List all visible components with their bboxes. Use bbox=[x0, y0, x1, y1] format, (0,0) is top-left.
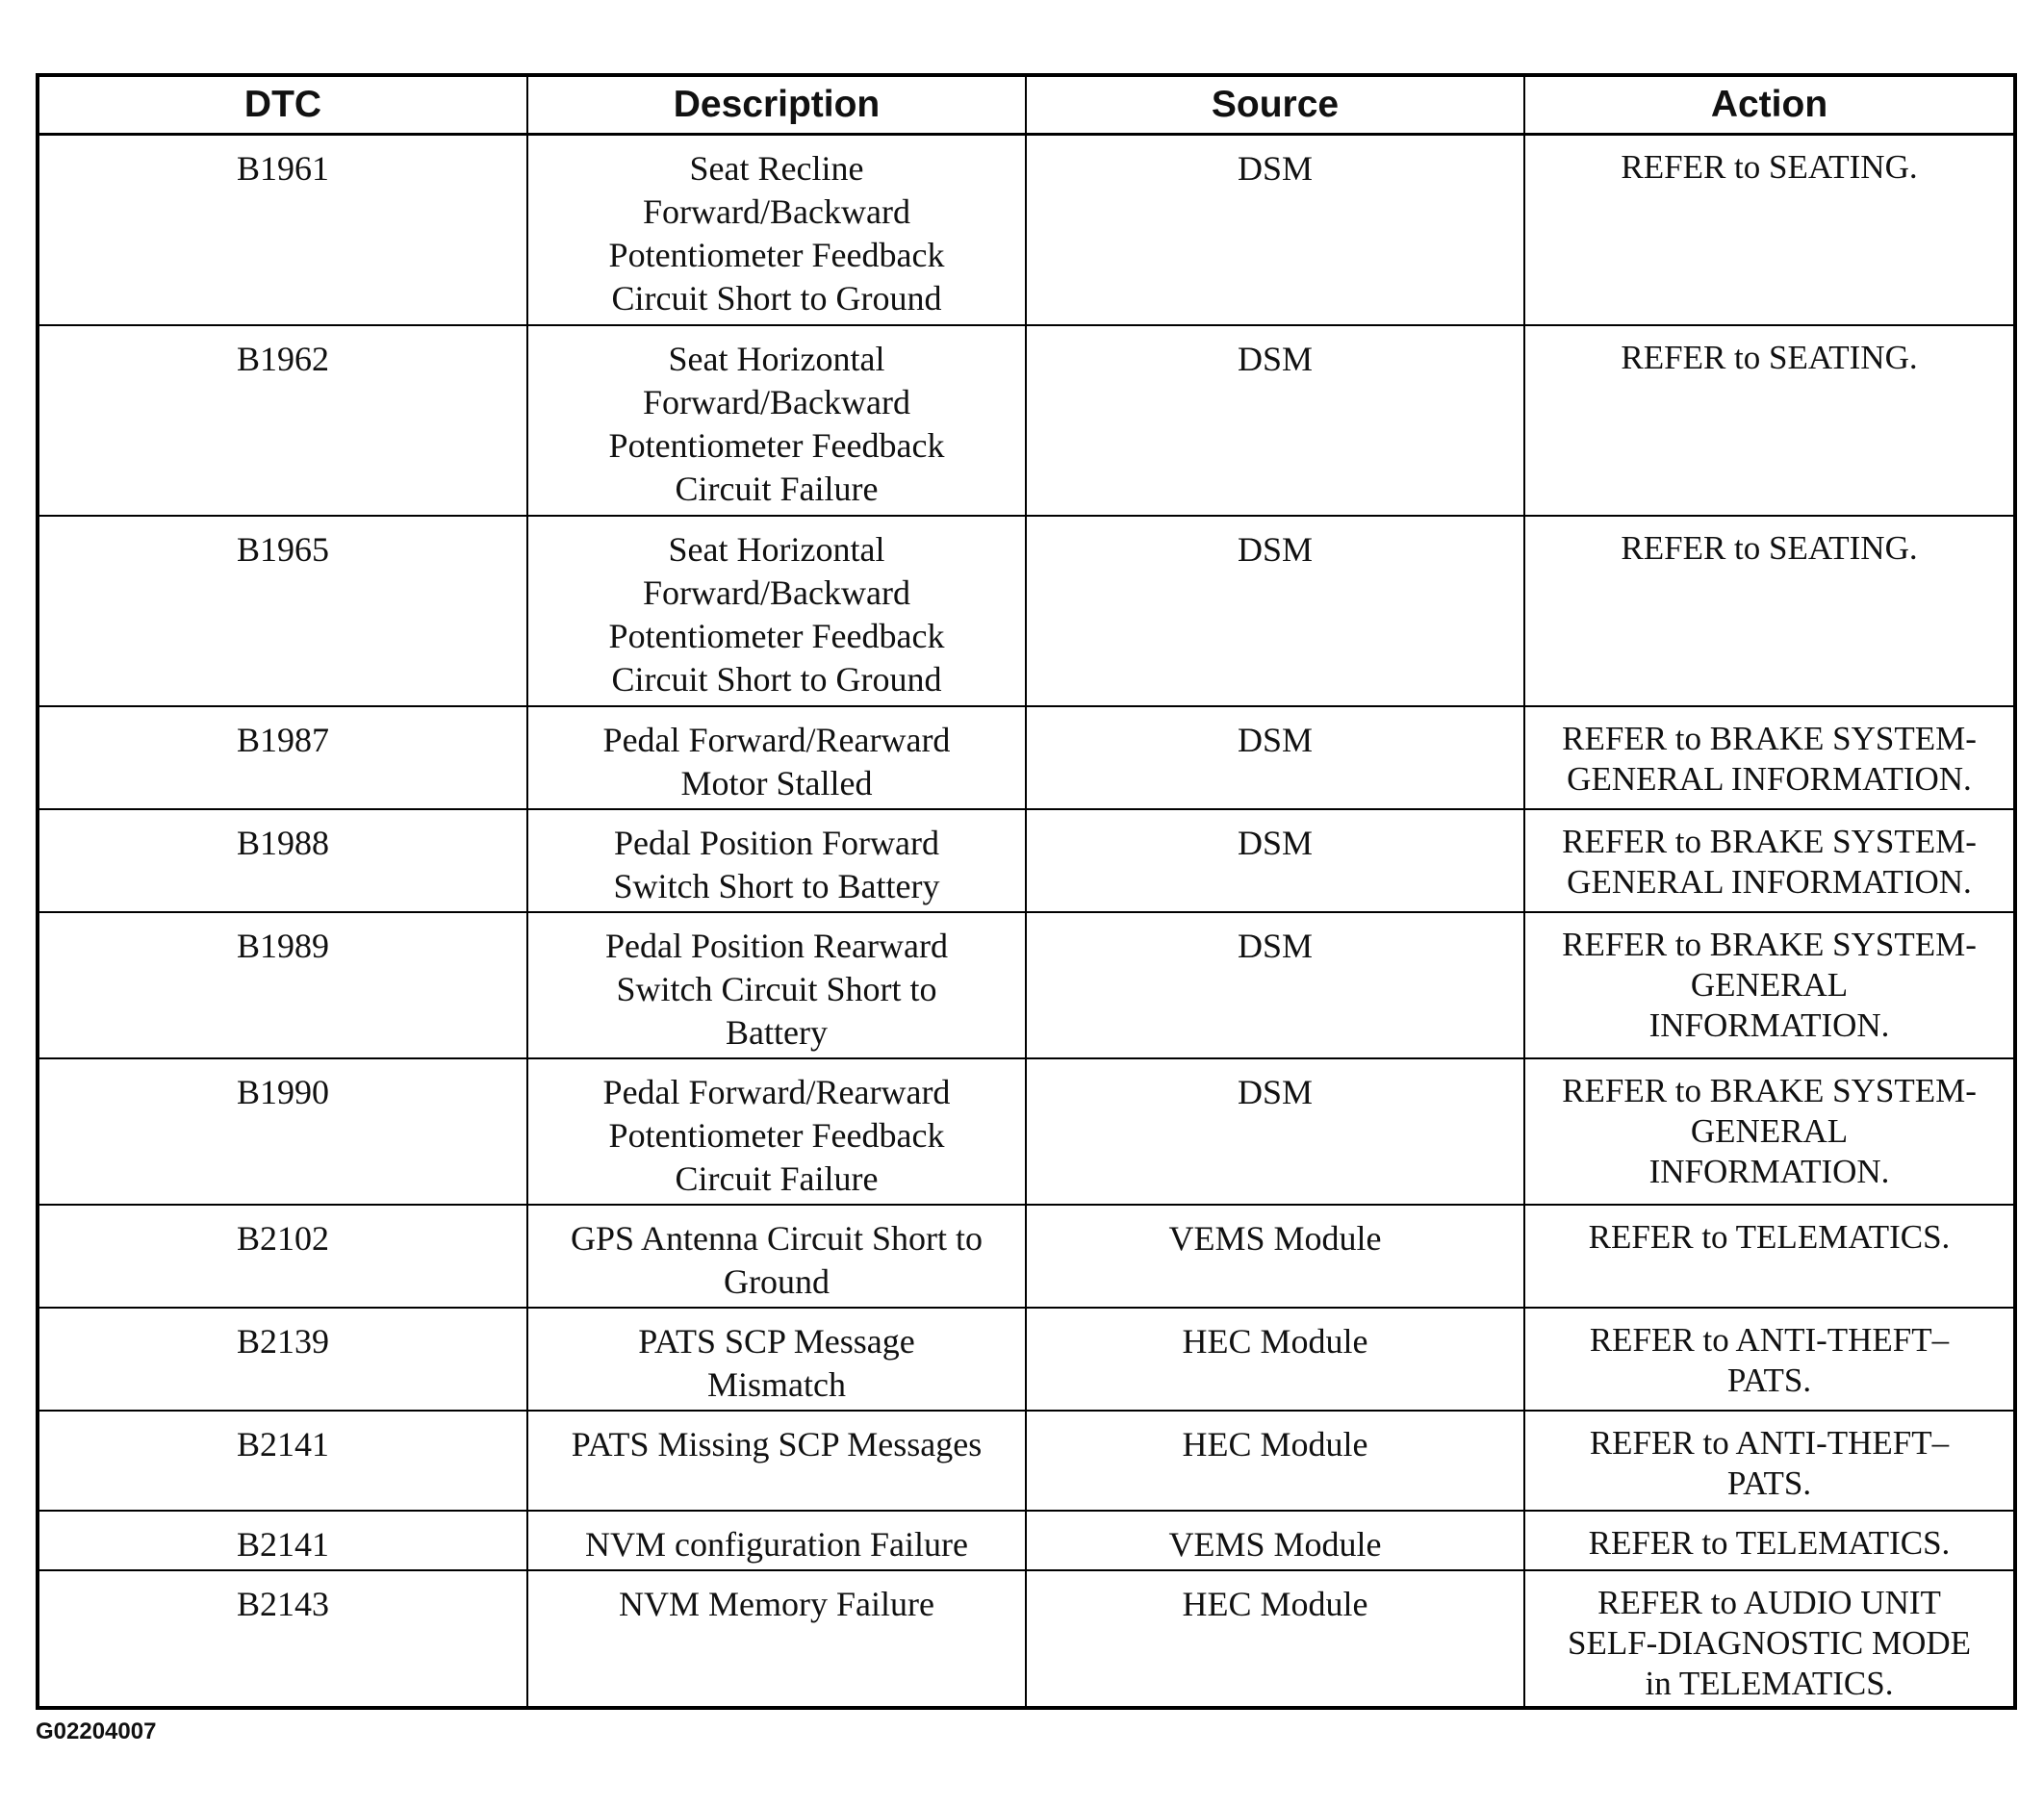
dtc-table bbox=[36, 73, 2017, 1710]
dtc-code: B2139 bbox=[38, 1308, 527, 1411]
dtc-description: Pedal Forward/Rearward Potentiometer Feedback Circuit Failure bbox=[527, 1058, 1026, 1205]
header-action: Action bbox=[1524, 75, 2015, 135]
table-row bbox=[38, 325, 2015, 516]
table-row bbox=[38, 912, 2015, 1058]
dtc-action: REFER to BRAKE SYSTEM- GENERAL INFORMATION. bbox=[1524, 809, 2015, 912]
dtc-description: Seat Horizontal Forward/Backward Potentiometer Feedback Circuit Short to Ground bbox=[527, 516, 1026, 706]
dtc-action: REFER to AUDIO UNIT SELF-DIAGNOSTIC MODE in TELEMATICS. bbox=[1524, 1570, 2015, 1708]
table-row bbox=[38, 516, 2015, 706]
dtc-source: HEC Module bbox=[1026, 1570, 1524, 1708]
dtc-code: B1962 bbox=[38, 325, 527, 516]
dtc-description: Pedal Forward/Rearward Motor Stalled bbox=[527, 706, 1026, 809]
dtc-source: DSM bbox=[1026, 325, 1524, 516]
table-row bbox=[38, 135, 2015, 325]
dtc-source: DSM bbox=[1026, 135, 1524, 325]
dtc-source: DSM bbox=[1026, 516, 1524, 706]
dtc-code: B2141 bbox=[38, 1511, 527, 1570]
dtc-description: Pedal Position Rearward Switch Circuit Short to Battery bbox=[527, 912, 1026, 1058]
dtc-description: PATS SCP Message Mismatch bbox=[527, 1308, 1026, 1411]
dtc-source: DSM bbox=[1026, 912, 1524, 1058]
dtc-source: HEC Module bbox=[1026, 1308, 1524, 1411]
table-row bbox=[38, 1570, 2015, 1708]
dtc-code: B1961 bbox=[38, 135, 527, 325]
dtc-code: B1989 bbox=[38, 912, 527, 1058]
dtc-code: B1987 bbox=[38, 706, 527, 809]
dtc-action: REFER to BRAKE SYSTEM- GENERAL INFORMATION. bbox=[1524, 912, 2015, 1058]
dtc-description: PATS Missing SCP Messages bbox=[527, 1411, 1026, 1511]
dtc-source: DSM bbox=[1026, 1058, 1524, 1205]
dtc-code: B2102 bbox=[38, 1205, 527, 1308]
dtc-source: VEMS Module bbox=[1026, 1511, 1524, 1570]
dtc-description: Pedal Position Forward Switch Short to Battery bbox=[527, 809, 1026, 912]
dtc-code: B2143 bbox=[38, 1570, 527, 1708]
dtc-source: DSM bbox=[1026, 706, 1524, 809]
dtc-action: REFER to SEATING. bbox=[1524, 325, 2015, 516]
table-row bbox=[38, 1411, 2015, 1511]
header-description: Description bbox=[527, 75, 1026, 135]
dtc-description: NVM Memory Failure bbox=[527, 1570, 1026, 1708]
dtc-code: B1990 bbox=[38, 1058, 527, 1205]
table-header-row bbox=[38, 75, 2015, 135]
dtc-action: REFER to TELEMATICS. bbox=[1524, 1511, 2015, 1570]
dtc-action: REFER to ANTI-THEFT– PATS. bbox=[1524, 1411, 2015, 1511]
table-row bbox=[38, 1308, 2015, 1411]
dtc-source: DSM bbox=[1026, 809, 1524, 912]
header-dtc: DTC bbox=[38, 75, 527, 135]
dtc-action: REFER to SEATING. bbox=[1524, 135, 2015, 325]
dtc-code: B2141 bbox=[38, 1411, 527, 1511]
dtc-action: REFER to ANTI-THEFT– PATS. bbox=[1524, 1308, 2015, 1411]
dtc-action: REFER to TELEMATICS. bbox=[1524, 1205, 2015, 1308]
dtc-description: NVM configuration Failure bbox=[527, 1511, 1026, 1570]
dtc-code: B1988 bbox=[38, 809, 527, 912]
table-row bbox=[38, 1058, 2015, 1205]
dtc-source: VEMS Module bbox=[1026, 1205, 1524, 1308]
table-row bbox=[38, 1511, 2015, 1570]
dtc-source: HEC Module bbox=[1026, 1411, 1524, 1511]
figure-id: G02204007 bbox=[36, 1718, 157, 1744]
table-row bbox=[38, 1205, 2015, 1308]
dtc-action: REFER to BRAKE SYSTEM- GENERAL INFORMATION. bbox=[1524, 1058, 2015, 1205]
table-row bbox=[38, 706, 2015, 809]
dtc-action: REFER to BRAKE SYSTEM- GENERAL INFORMATION. bbox=[1524, 706, 2015, 809]
dtc-description: GPS Antenna Circuit Short to Ground bbox=[527, 1205, 1026, 1308]
dtc-description: Seat Recline Forward/Backward Potentiometer Feedback Circuit Short to Ground bbox=[527, 135, 1026, 325]
dtc-code: B1965 bbox=[38, 516, 527, 706]
dtc-description: Seat Horizontal Forward/Backward Potentiometer Feedback Circuit Failure bbox=[527, 325, 1026, 516]
table-row bbox=[38, 809, 2015, 912]
dtc-action: REFER to SEATING. bbox=[1524, 516, 2015, 706]
header-source: Source bbox=[1026, 75, 1524, 135]
